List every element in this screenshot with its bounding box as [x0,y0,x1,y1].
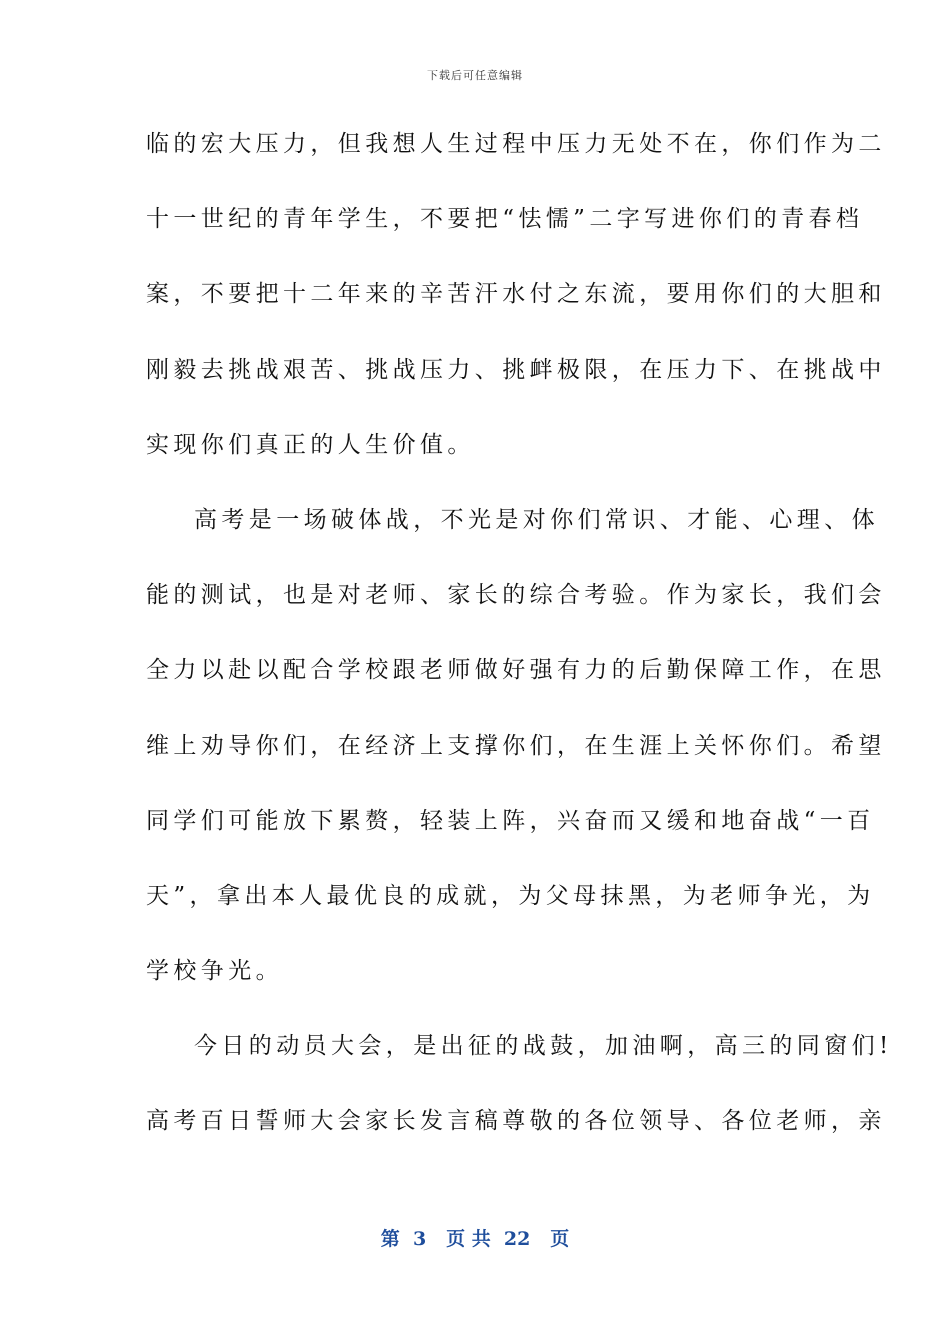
body-line-6: 高考是一场破体战，不光是对你们常识、才能、心理、体 [194,506,879,533]
page-number-footer: 第 3 页 共 22 页 [380,1228,570,1250]
body-line-7: 能的测试，也是对老师、家长的综合考验。作为家长，我们会 [146,582,886,609]
header-note: 下载后可任意编辑 [427,69,523,82]
body-line-1: 临的宏大压力，但我想人生过程中压力无处不在，你们作为二 [146,131,886,157]
document-body [146,118,893,1171]
body-line-10: 同学们可能放下累赘，轻装上阵，兴奋而又缓和地奋战“一百 [146,807,875,834]
body-line-12: 学校争光。 [146,958,283,985]
body-line-3: 案，不要把十二年来的辛苦汗水付之东流，要用你们的大胆和 [146,281,886,308]
body-line-13: 今日的动员大会，是出征的战鼓，加油啊，高三的同窗们! [194,1033,893,1060]
body-line-11: 天”，拿出本人最优良的成就，为父母抹黑，为老师争光，为 [146,882,875,909]
body-line-5: 实现你们真正的人生价值。 [146,431,475,458]
body-line-4: 刚毅去挑战艰苦、挑战压力、挑衅极限，在压力下、在挑战中 [146,356,886,383]
body-line-2: 十一世纪的青年学生，不要把“怯懦”二字写进你们的青春档 [146,206,864,233]
body-line-9: 维上劝导你们，在经济上支撑你们，在生涯上关怀你们。希望 [146,732,886,759]
body-line-14: 高考百日誓师大会家长发言稿尊敬的各位领导、各位老师，亲 [146,1108,886,1135]
body-line-8: 全力以赴以配合学校跟老师做好强有力的后勤保障工作，在思 [146,657,886,684]
